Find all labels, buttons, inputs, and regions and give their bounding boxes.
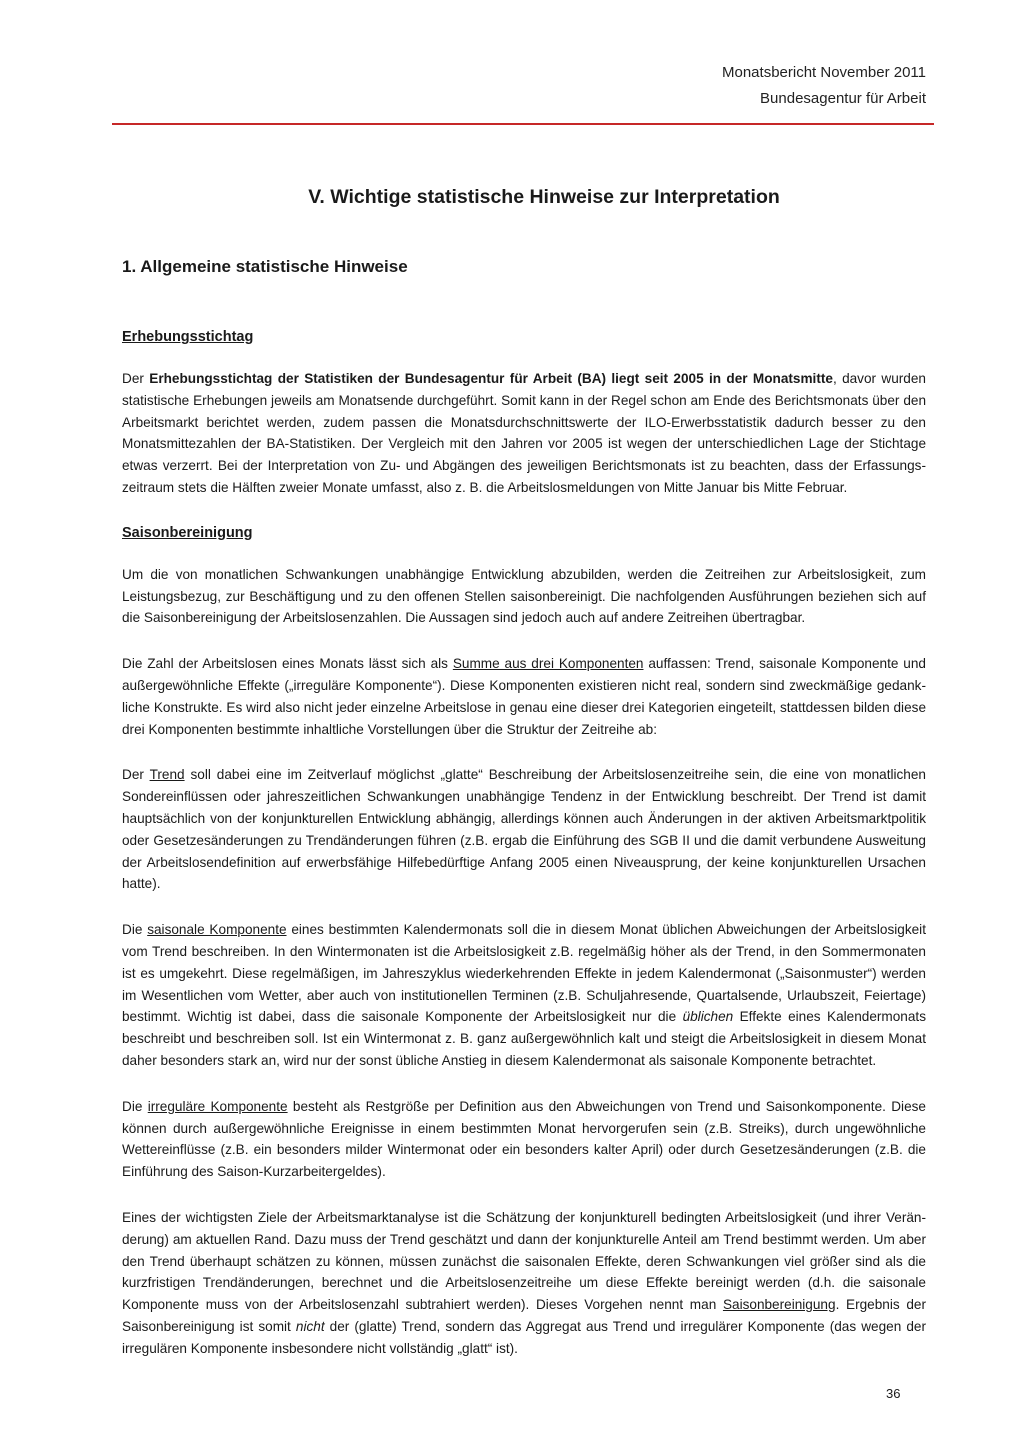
page-header (722, 60, 926, 112)
p6-underlined-term: irreguläre Komponente (147, 1098, 288, 1114)
p6-text-a: Die (122, 1098, 148, 1114)
p7-text-d: der (glatte) Trend, sondern das Aggregat aus Trend und irregulärer Komponente (das wegen der irregulären Komponente insbesondere nicht vollständig „glatt“ ist). (122, 1318, 926, 1356)
chapter-title: V. Wichtige statistische Hinweise zur Interpretation (308, 186, 780, 208)
p1-text-c: , davor wurden statistische Erhebungen jeweils am Monatsende durchgeführt. Somit kann in der Regel schon am Ende des Berichtsmonats über den Arbeitsmarkt berichtet werden, zudem passen die Monatsdurchschnittswerte der ILO-Erwerbsstatistik dadurch besser zu den Monatsmittezahlen der BA-Statistiken. Der Vergleich mit den Jahren vor 2005 ist wegen der unterschiedlichen Lage der Stichtage etwas verzerrt. Bei der Interpretation von Zu- und Abgängen des jeweiligen Berichtsmonats ist zu beachten, dass der Erfassungszeitraum stets die Hälften zweier Monate umfasst, also z. B. die Arbeitslosmeldungen von Mitte Januar bis Mitte Februar. (122, 371, 926, 495)
p4-text-c: soll dabei eine im Zeitverlauf möglichst „glatte“ Beschreibung der Arbeitslosenzeitreihe sein, die eine von monatlichen Sondereinflüssen oder jahreszeitlichen Schwankungen unabhängige Tendenz in der Entwicklung beschreibt. Der Trend ist damit hauptsächlich von der konjunkturellen Entwicklung abhängig, allerdings können auch Änderungen in der aktiven Arbeitsmarktpolitik oder Gesetzesänderungen zu Trendänderungen führen (z.B. ergab die Einführung des SGB II und die damit verbundene Ausweitung der Arbeitslosendefinition auf erwerbsfähige Hilfebedürftige Anfang 2005 einen Niveausprung, der keine konjunkturellen Ursachen hatte). (122, 767, 926, 892)
paragraph-3 (122, 653, 926, 740)
subheading-saisonbereinigung: Saisonbereinigung (122, 524, 253, 541)
p5-underlined-term: saisonale Komponente (147, 922, 287, 938)
p5-italic-term: üblichen (682, 1009, 734, 1025)
p3-underlined-term: Summe aus drei Komponenten (452, 656, 644, 672)
document-body (122, 186, 926, 1359)
page-number: 36 (886, 1386, 901, 1401)
paragraph-5 (122, 919, 926, 1072)
paragraph-1 (122, 368, 926, 499)
p3-text-c: auffassen: Trend, saisonale Komponente und außergewöhnliche Effekte („irreguläre Komponente“). Diese Komponenten existieren nicht real, sondern sind zweckmäßige gedankliche Konstrukte. Es wird also nicht jeder einzelne Arbeitslose in genau eine dieser drei Kategorien eingeteilt, stattdessen bilden diese drei Komponenten bestimmte inhaltliche Vorstellungen über die Struktur der Zeitreihe ab: (122, 656, 926, 737)
organization-name: Bundesagentur für Arbeit (760, 90, 926, 107)
p5-text-c: eines bestimmten Kalendermonats soll die in diesem Monat üblichen Abweichungen der Arbeitslosigkeit vom Trend beschreiben. In den Wintermonaten ist die Arbeitslosigkeit z.B. regelmäßig höher als der Trend, in den Sommermonaten ist es umgekehrt. Diese regelmäßigen, im Jahreszyklus wiederkehrenden Effekte in jedem Kalendermonat („Saisonmuster“) werden im Wesentlichen vom Wetter, aber auch von institutionellen Terminen (z.B. Schuljahresende, Quartalsende, Urlaubszeit, Feiertage) bestimmt. Wichtig ist dabei, dass die saisonale Komponente der Arbeitslosigkeit nur die (122, 922, 926, 1025)
p4-text-a: Der (122, 767, 150, 783)
section-heading: 1. Allgemeine statistische Hinweise (122, 257, 408, 276)
p5-text-d: Effekte eines Kalendermonats beschreibt und beschreiben soll. Ist ein Wintermonat z. B. ganz außergewöhnlich kalt und steigt die Arbeitslosigkeit in diesem Monat daher besonders stark an, wird nur der sonst übliche Anstieg in diesem Kalendermonat als saisonale Komponente betrachtet. (122, 1009, 927, 1068)
p6-text-c: besteht als Restgröße per Definition aus den Abweichungen von Trend und Saisonkomponente. Diese können durch außergewöhnliche Ereignisse in einem bestimmten Monat hervorgerufen sein (z.B. Streiks), durch ungewöhnliche Wettereinflüsse (z.B. ein besonders milder Wintermonat oder ein besonders kalter April) oder durch Gesetzesänderungen (z.B. die Einführung des Saison-Kurzarbeitergeldes). (122, 1098, 926, 1180)
paragraph-7 (122, 1207, 926, 1360)
p7-italic-term: nicht (295, 1318, 325, 1334)
p5-text-a: Die (122, 922, 148, 938)
paragraph-6 (122, 1096, 926, 1183)
p7-text-a: Eines der wichtigsten Ziele der Arbeitsmarktanalyse ist die Schätzung der konjunkturell bedingten Arbeitslosigkeit (und ihrer Veränderung) am aktuellen Rand. Dazu muss der Trend geschätzt und dann der konjunkturelle Anteil am Trend bestimmt werden. Um aber den Trend überhaupt schätzen zu können, müssen zunächst die saisonalen Effekte, deren Schwankungen viel größer sind als die kurzfristigen Trendänderungen, berechnet und die Arbeitslosenzeitreihe um diese Effekte bereinigt werden (d.h. die saisonale Komponente muss von der Arbeitslosenzahl subtrahiert werden). Dieses Vorgehen nennt man (122, 1209, 926, 1313)
p4-underlined-term: Trend (149, 767, 185, 783)
paragraph-2: Um die von monatlichen Schwankungen unabhängige Entwicklung abzubilden, werden die Zeitreihen zur Arbeitslosigkeit, zum Leistungsbezug, zur Beschäftigung und zu den offenen Stellen saisonbereinigt. Die nachfolgenden Ausführungen beziehen sich auf die Saisonbereinigung der Arbeitslosenzahlen. Die Aussagen sind jedoch auch auf andere Zeitreihen übertragbar. (122, 566, 926, 626)
p7-underlined-term: Saisonbereinigung (722, 1297, 836, 1313)
header-divider (112, 123, 934, 125)
p3-text-a: Die Zahl der Arbeitslosen eines Monats lässt sich als (122, 656, 453, 672)
subheading-erhebungsstichtag: Erhebungsstichtag (122, 329, 254, 345)
p1-text-a: Der (122, 371, 150, 386)
paragraph-4 (122, 764, 926, 895)
p7-text-c: . Ergebnis der Saisonbereinigung ist somit (122, 1297, 926, 1334)
p1-bold-text: Erhebungsstichtag der Statistiken der Bundesagentur für Arbeit (BA) liegt seit 2005 in der Monatsmitte (149, 371, 833, 386)
report-title: Monatsbericht November 2011 (722, 64, 926, 81)
